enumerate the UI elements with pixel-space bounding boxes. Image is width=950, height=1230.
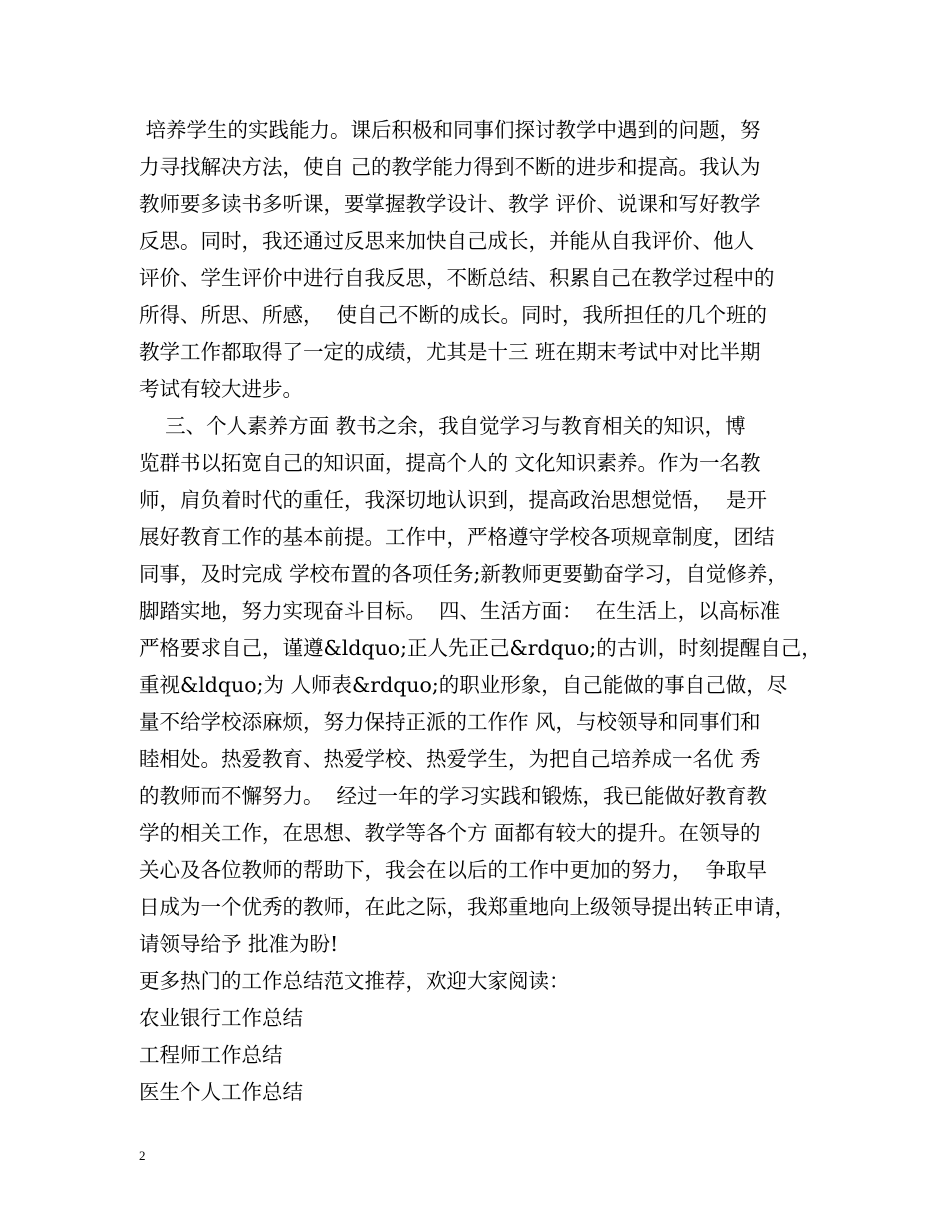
recommendation-link[interactable]: 工程师工作总结 xyxy=(139,1043,283,1067)
text-line: 严格要求自己，谨遵&ldquo;正人先正己&rdquo;的古训，时刻提醒自己， xyxy=(139,636,822,660)
text-line: 重视&ldquo;为 人师表&rdquo;的职业形象，自己能做的事自己做，尽 xyxy=(139,673,788,697)
text-line: 培养学生的实践能力。课后积极和同事们探讨教学中遇到的问题，努 xyxy=(139,118,761,142)
text-line: 教学工作都取得了一定的成绩，尤其是十三 班在期末考试中对比半期 xyxy=(139,340,761,364)
text-line: 三、个人素养方面 教书之余，我自觉学习与教育相关的知识，博 xyxy=(139,414,746,438)
text-line: 学的相关工作，在思想、教学等各个方 面都有较大的提升。在领导的 xyxy=(139,821,761,845)
text-line: 脚踏实地，努力实现奋斗目标。 四、生活方面： 在生活上，以高标准 xyxy=(139,599,781,623)
recommendation-heading: 更多热门的工作总结范文推荐，欢迎大家阅读： xyxy=(139,969,570,993)
text-line: 评价、学生评价中进行自我反思，不断总结、积累自己在教学过程中的 xyxy=(139,266,775,290)
text-line: 览群书以拓宽自己的知识面，提高个人的 文化知识素养。作为一名教 xyxy=(139,451,761,475)
text-line: 的教师而不懈努力。 经过一年的学习实践和锻炼，我已能做好教育教 xyxy=(139,784,768,808)
text-line: 考试有较大进步。 xyxy=(139,377,303,401)
text-line: 睦相处。热爱教育、热爱学校、热爱学生，为把自己培养成一名优 秀 xyxy=(139,747,761,771)
text-line: 关心及各位教师的帮助下，我会在以后的工作中更加的努力， 争取早 xyxy=(139,858,768,882)
text-line: 教师要多读书多听课，要掌握教学设计、教学 评价、说课和写好教学 xyxy=(139,192,761,216)
recommendation-link[interactable]: 医生个人工作总结 xyxy=(139,1080,303,1104)
page-number: 2 xyxy=(139,1148,146,1163)
text-line: 日成为一个优秀的教师，在此之际，我郑重地向上级领导提出转正申请， xyxy=(139,895,795,919)
text-line: 师，肩负着时代的重任，我深切地认识到，提高政治思想觉悟， 是开 xyxy=(139,488,768,512)
recommendation-link[interactable]: 农业银行工作总结 xyxy=(139,1006,303,1030)
text-line: 力寻找解决方法，使自 己的教学能力得到不断的进步和提高。我认为 xyxy=(139,155,761,179)
text-line: 反思。同时，我还通过反思来加快自己成长，并能从自我评价、他人 xyxy=(139,229,754,253)
text-line: 量不给学校添麻烦，努力保持正派的工作作 风，与校领导和同事们和 xyxy=(139,710,761,734)
document-body xyxy=(139,112,829,1111)
text-line: 展好教育工作的基本前提。工作中，严格遵守学校各项规章制度，团结 xyxy=(139,525,775,549)
text-line: 所得、所思、所感， 使自己不断的成长。同时，我所担任的几个班的 xyxy=(139,303,768,327)
text-line: 同事，及时完成 学校布置的各项任务;新教师更要勤奋学习，自觉修养， xyxy=(139,562,788,586)
text-line: 请领导给予 批准为盼! xyxy=(139,932,339,956)
